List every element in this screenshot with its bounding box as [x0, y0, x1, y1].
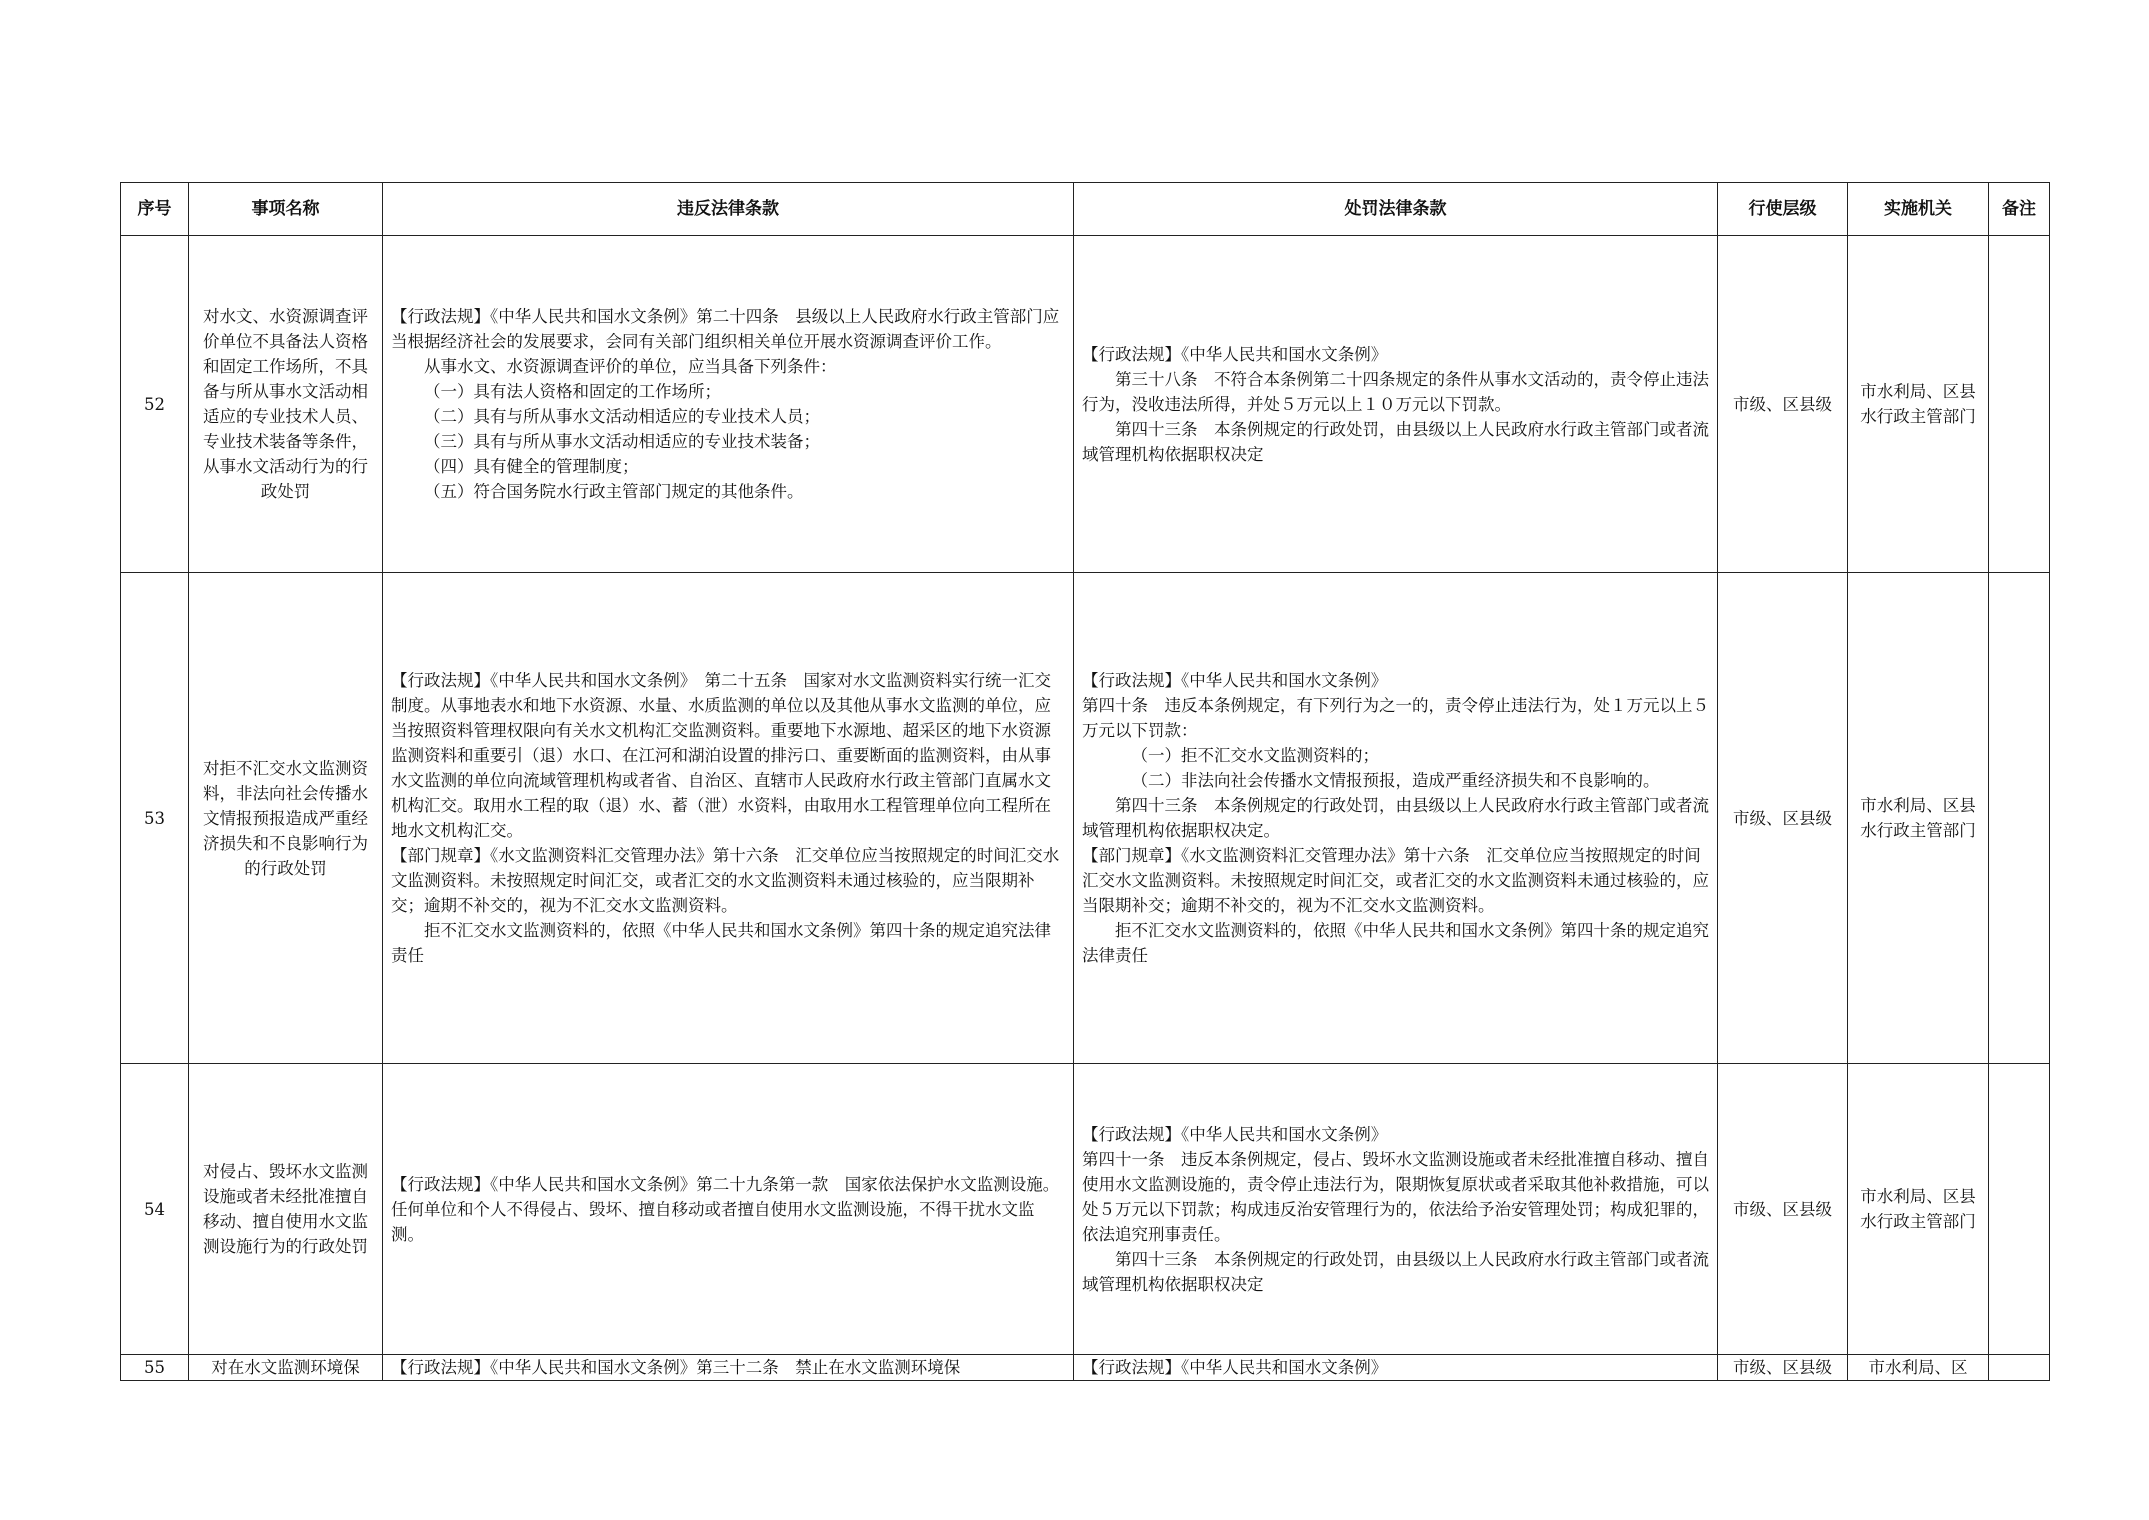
law-paragraph: （二）具有与所从事水文活动相适应的专业技术人员； — [424, 407, 820, 426]
law-paragraph: （一）具有法人资格和固定的工作场所； — [424, 382, 721, 401]
item-cell: 对拒不汇交水文监测资料，非法向社会传播水文情报预报造成严重经济损失和不良影响行为的行政处罚 — [189, 573, 383, 1064]
law-paragraph: 【行政法规】《中华人民共和国水文条例》 — [1082, 1124, 1388, 1144]
penalty-table — [120, 182, 2050, 1381]
law-paragraph: 第三十八条 不符合本条例第二十四条规定的条件从事水文活动的，责令停止违法行为，没收违法所得，并处５万元以上１０万元以下罚款。 — [1082, 369, 1709, 414]
level-text: 市级、区县级 — [1733, 1358, 1832, 1377]
law-paragraph: 第四十三条 本条例规定的行政处罚，由县级以上人民政府水行政主管部门或者流域管理机构依据职权决定 — [1082, 1249, 1709, 1294]
table-row — [121, 236, 2050, 573]
law-paragraph: 【行政法规】《中华人民共和国水文条例》 — [1082, 344, 1388, 364]
law-paragraph: 第四十一条 违反本条例规定，侵占、毁坏水文监测设施或者未经批准擅自移动、擅自使用水文监测设施的，责令停止违法行为，限期恢复原状或者采取其他补救措施，可以处５万元以下罚款；构成违反治安管理行为的，依法给予治安管理处罚；构成犯罪的，依法追究刑事责任。 — [1082, 1149, 1709, 1244]
seq-cell: 53 — [121, 573, 189, 1064]
header-row — [121, 183, 2050, 236]
remark-cell — [1989, 1355, 2050, 1381]
item-cell: 对水文、水资源调查评价单位不具备法人资格和固定工作场所，不具备与所从事水文活动相适应的专业技术人员、专业技术装备等条件，从事水文活动行为的行政处罚 — [189, 236, 383, 573]
law-paragraph: 【行政法规】《中华人民共和国水文条例》 — [1082, 1358, 1388, 1377]
agency-cell: 市水利局、区县水行政主管部门 — [1848, 236, 1989, 573]
law-paragraph: 拒不汇交水文监测资料的，依照《中华人民共和国水文条例》第四十条的规定追究法律责任 — [1082, 921, 1709, 965]
law-paragraph: （一）拒不汇交水文监测资料的； — [1131, 746, 1379, 765]
item-text: 对在水文监测环境保 — [211, 1358, 360, 1377]
violated-cell — [383, 1064, 1074, 1355]
item-cell: 对侵占、毁坏水文监测设施或者未经批准擅自移动、擅自使用水文监测设施行为的行政处罚 — [189, 1064, 383, 1355]
level-cell: 市级、区县级 — [1718, 1064, 1848, 1355]
remark-cell — [1989, 1064, 2050, 1355]
remark-cell — [1989, 573, 2050, 1064]
header-seq: 序号 — [121, 183, 189, 236]
penalty-cell — [1074, 1355, 1718, 1381]
seq-cell: 54 — [121, 1064, 189, 1355]
penalty-cell — [1074, 1064, 1718, 1355]
level-cell: 市级、区县级 — [1718, 236, 1848, 573]
law-paragraph: 【部门规章】《水文监测资料汇交管理办法》第十六条 汇交单位应当按照规定的时间汇交水文监测资料。未按照规定时间汇交，或者汇交的水文监测资料未通过核验的，应当限期补交；逾期不补交的，视为不汇交水文监测资料。 — [391, 846, 1060, 915]
header-remark: 备注 — [1989, 183, 2050, 236]
agency-text: 市水利局、区 — [1868, 1358, 1968, 1377]
law-paragraph: 第四十三条 本条例规定的行政处罚，由县级以上人民政府水行政主管部门或者流域管理机构依据职权决定。 — [1082, 796, 1709, 840]
law-paragraph: 第四十三条 本条例规定的行政处罚，由县级以上人民政府水行政主管部门或者流域管理机构依据职权决定 — [1082, 419, 1709, 464]
header-violated: 违反法律条款 — [383, 183, 1074, 236]
header-penalty: 处罚法律条款 — [1074, 183, 1718, 236]
violated-cell — [383, 236, 1074, 573]
table-row — [121, 573, 2050, 1064]
header-item: 事项名称 — [189, 183, 383, 236]
agency-cell — [1848, 1355, 1989, 1381]
seq-cell — [121, 1355, 189, 1381]
header-agency: 实施机关 — [1848, 183, 1989, 236]
level-cell — [1718, 1355, 1848, 1381]
law-paragraph: （五）符合国务院水行政主管部门规定的其他条件。 — [424, 482, 804, 501]
agency-cell: 市水利局、区县水行政主管部门 — [1848, 1064, 1989, 1355]
penalty-cell — [1074, 236, 1718, 573]
seq-cell: 52 — [121, 236, 189, 573]
law-paragraph: 【行政法规】《中华人民共和国水文条例》 第二十五条 国家对水文监测资料实行统一汇交制度。从事地表水和地下水资源、水量、水质监测的单位以及其他从事水文监测的单位，应当按照资料管理权限向有关水文机构汇交监测资料。重要地下水源地、超采区的地下水资源监测资料和重要引（退）水口、在江河和湖泊设置的排污口、重要断面的监测资料，由从事水文监测的单位向流域管理机构或者省、自治区、直辖市人民政府水行政主管部门直属水文机构汇交。取用水工程的取（退）水、蓄（泄）水资料，由取用水工程管理单位向工程所在地水文机构汇交。 — [391, 671, 1051, 840]
law-paragraph: 【部门规章】《水文监测资料汇交管理办法》第十六条 汇交单位应当按照规定的时间汇交水文监测资料。未按照规定时间汇交，或者汇交的水文监测资料未通过核验的，应当限期补交；逾期不补交的，视为不汇交水文监测资料。 — [1082, 846, 1709, 915]
law-paragraph: 【行政法规】《中华人民共和国水文条例》第三十二条 禁止在水文监测环境保 — [391, 1358, 961, 1377]
law-paragraph: 【行政法规】《中华人民共和国水文条例》第二十四条 县级以上人民政府水行政主管部门应当根据经济社会的发展要求，会同有关部门组织相关单位开展水资源调查评价工作。 — [391, 307, 1060, 351]
agency-cell: 市水利局、区县水行政主管部门 — [1848, 573, 1989, 1064]
violated-cell — [383, 573, 1074, 1064]
violated-cell — [383, 1355, 1074, 1381]
law-paragraph: 从事水文、水资源调查评价的单位，应当具备下列条件： — [424, 357, 837, 376]
law-paragraph: （二）非法向社会传播水文情报预报，造成严重经济损失和不良影响的。 — [1131, 771, 1660, 790]
law-paragraph: （三）具有与所从事水文活动相适应的专业技术装备； — [424, 432, 820, 451]
seq-text: 55 — [144, 1358, 165, 1377]
remark-cell — [1989, 236, 2050, 573]
law-paragraph: 【行政法规】《中华人民共和国水文条例》 — [1082, 671, 1388, 690]
law-paragraph: 【行政法规】《中华人民共和国水文条例》第二十九条第一款 国家依法保护水文监测设施。任何单位和个人不得侵占、毁坏、擅自移动或者擅自使用水文监测设施，不得干扰水文监测。 — [391, 1174, 1060, 1244]
law-paragraph: 第四十条 违反本条例规定，有下列行为之一的，责令停止违法行为，处１万元以上５万元以下罚款： — [1082, 696, 1709, 740]
law-paragraph: 拒不汇交水文监测资料的，依照《中华人民共和国水文条例》第四十条的规定追究法律责任 — [391, 921, 1051, 965]
header-level: 行使层级 — [1718, 183, 1848, 236]
law-paragraph: （四）具有健全的管理制度； — [424, 457, 639, 476]
level-cell: 市级、区县级 — [1718, 573, 1848, 1064]
table-row — [121, 1355, 2050, 1381]
penalty-cell — [1074, 573, 1718, 1064]
item-cell — [189, 1355, 383, 1381]
table-row — [121, 1064, 2050, 1355]
